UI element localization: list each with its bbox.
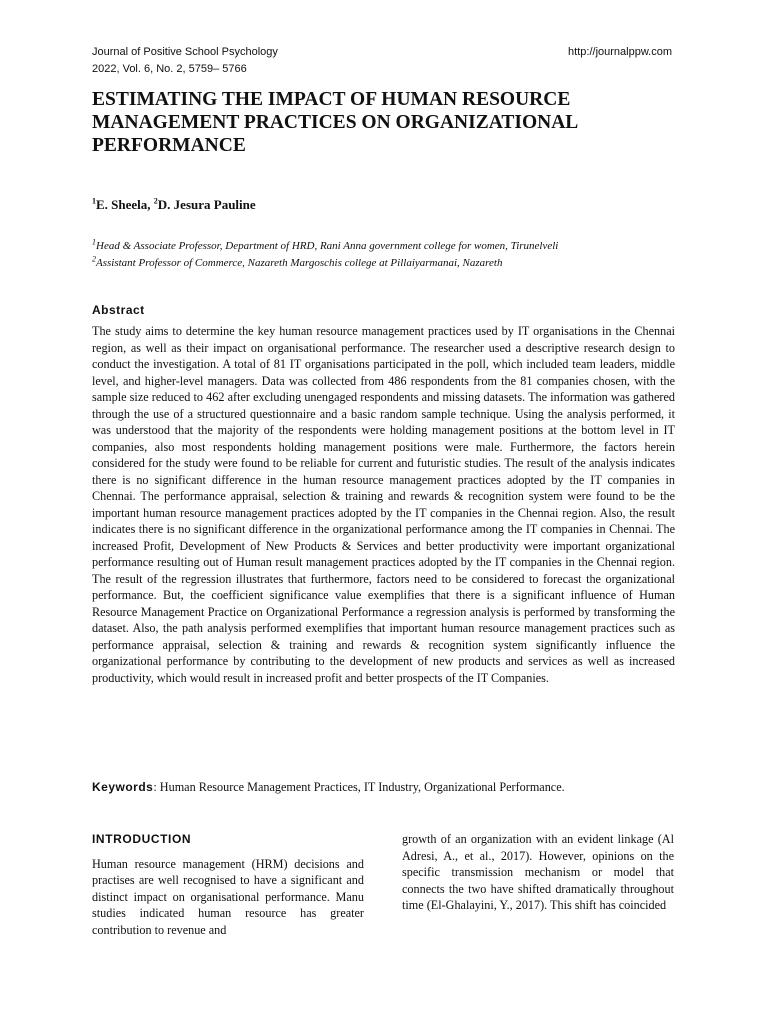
abstract-heading: Abstract bbox=[92, 303, 145, 317]
affiliation-2-text: Assistant Professor of Commerce, Nazareth Margoschis college at Pillaiyarmanai, Nazareth bbox=[96, 257, 503, 269]
running-header bbox=[92, 44, 672, 78]
paper-title: ESTIMATING THE IMPACT OF HUMAN RESOURCE MANAGEMENT PRACTICES ON ORGANIZATIONAL PERFORMANCE bbox=[92, 89, 578, 156]
introduction-right-column bbox=[402, 831, 674, 914]
author-list bbox=[92, 197, 256, 213]
affiliation-1-number: 1 bbox=[92, 237, 96, 247]
affiliation-1 bbox=[92, 238, 558, 255]
keywords-label: Keywords bbox=[92, 780, 154, 794]
author-2-name: D. Jesura Pauline bbox=[157, 197, 256, 212]
author-2-number: 2 bbox=[153, 196, 158, 206]
author-1-number: 1 bbox=[92, 196, 96, 206]
introduction-left-column bbox=[92, 831, 364, 938]
journal-volume: 2022, Vol. 6, No. 2, 5759– 5766 bbox=[92, 63, 247, 75]
keywords-text: Human Resource Management Practices, IT Industry, Organizational Performance. bbox=[159, 780, 565, 794]
affiliation-1-text: Head & Associate Professor, Department of HRD, Rani Anna government college for women, Tirunelveli bbox=[96, 240, 559, 252]
keywords: Keywords: Human Resource Management Practices, IT Industry, Organizational Performance. bbox=[92, 780, 565, 794]
affiliation-list bbox=[92, 238, 558, 272]
journal-url[interactable]: http://journalppw.com bbox=[568, 46, 672, 58]
introduction-heading: INTRODUCTION bbox=[92, 832, 192, 846]
introduction-right-text: growth of an organization with an evident linkage (Al Adresi, A., et al., 2017). However, opinions on the specific transmission mechanism or model that connects the two have shifted dramatically throughout time (El-Ghalayini, Y., 2017). This shift has coincided bbox=[402, 832, 674, 912]
author-1-name: E. Sheela, bbox=[96, 197, 154, 212]
journal-name: Journal of Positive School Psychology bbox=[92, 46, 278, 58]
affiliation-2-number: 2 bbox=[92, 254, 96, 264]
affiliation-2 bbox=[92, 255, 558, 272]
abstract-text: The study aims to determine the key human resource management practices used by IT organisations in the Chennai region, as well as their impact on organisational performance. The researcher used a descriptive research design to conduct the investigation. A total of 81 IT organisations participated in the poll, which included team leaders, middle level, and higher-level managers. Data was collected from 486 respondents from the 81 companies chosen, with the sample size reduced to 462 after excluding unengaged respondents and missing datasets. The information was gathered through the use of a structured questionnaire and a basic random sample technique. Using the analysis performed, it was understood that the majority of the respondents were holding management positions at the bottom level in IT companies, also most respondents holding management positions were male. Furthermore, the factors herein considered for the study were found to be reliable for current and futuristic studies. The result of the analysis indicates there is no significant difference in the human resource management practices adopted by the IT companies in Chennai. The performance appraisal, selection & training and rewards & recognition system were found to be the important human resource management practices adopted by the IT companies in the Chennai region. Also, the result indicates there is no significant difference in the organizational performance among the IT companies in Chennai. The increased Profit, Development of New Products & Services and better productivity were important organizational performance resulting out of Human result management practices adopted by the IT companies in the Chennai region. The result of the regression illustrates that furthermore, factors need to be considered to forecast the organizational performance. But, the coefficient significance value exemplifies that there is a significant influence of Human Resource Management Practice on Organizational Performance a regression analysis is performed by transforming the dataset. Also, the path analysis performed exemplifies that important human resource management practices such as performance appraisal, selection & training and rewards & recognition system significantly influence the organizational performance by contributing to the development of new products and services as well as increased productivity, which would result in increased profit and better prospects of the IT Companies. bbox=[92, 324, 675, 685]
introduction-left-text: Human resource management (HRM) decisions and practises are well recognised to have a significant and distinct impact on organisational performance. Manu studies indicated human resource has greater contribution to revenue and bbox=[92, 856, 364, 937]
